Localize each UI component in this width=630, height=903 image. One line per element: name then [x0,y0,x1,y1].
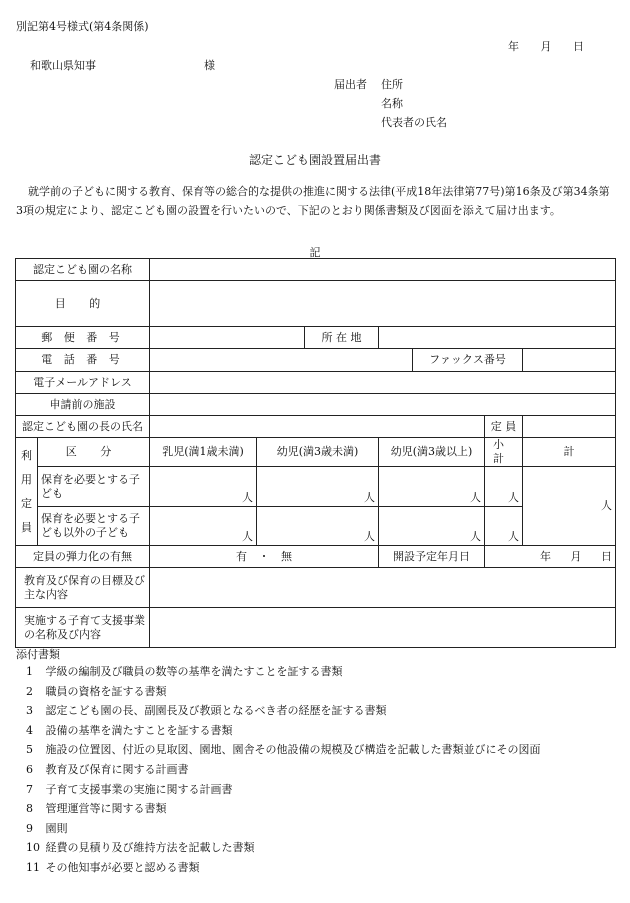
other-children-label: 保育を必要とする子ども以外の子ども [38,507,150,546]
row-need-care [16,467,616,507]
need-care-child-field[interactable]: 人 [379,467,485,507]
fax-label: ファックス番号 [413,349,523,372]
list-item [26,701,541,721]
need-care-subtotal-field[interactable]: 人 [485,467,523,507]
flex-capacity-yes-no[interactable]: 有 ・ 無 [150,546,379,568]
item-number: 5 [26,743,33,757]
row-postal-location [16,327,616,349]
usage-char-4: 員 [21,520,32,534]
item-number: 2 [26,684,33,698]
need-care-label: 保育を必要とする子ども [38,467,150,507]
item-number: 4 [26,723,33,737]
list-item [26,799,541,819]
address-label: 住所 [381,78,403,91]
item-number: 7 [26,782,33,796]
purpose-field[interactable] [150,281,616,327]
other-child-field[interactable]: 人 [379,507,485,546]
other-toddler-field[interactable]: 人 [257,507,379,546]
list-item [26,662,541,682]
notification-form-table [15,258,616,648]
fax-field[interactable] [523,349,616,372]
item-number: 3 [26,704,33,718]
row-phone-fax [16,349,616,372]
toddler-header: 幼児(満3歳未満) [257,438,379,467]
opening-date-field[interactable]: 年 月 日 [485,546,616,568]
row-head-name [16,416,616,438]
list-item [26,819,541,839]
list-item [26,780,541,800]
row-capacity-header [16,438,616,467]
list-item [26,858,541,878]
item-text: 管理運営等に関する書類 [45,802,167,816]
row-education-goals [16,568,616,608]
purpose-label: 目 的 [16,281,150,327]
other-subtotal-field[interactable]: 人 [485,507,523,546]
row-email [16,372,616,394]
other-infant-field[interactable]: 人 [150,507,257,546]
item-number: 10 [26,841,40,855]
usage-char-1: 利 [21,448,32,462]
postal-code-field[interactable] [150,327,305,349]
item-number: 6 [26,762,33,776]
representative-label: 代表者の氏名 [381,116,447,129]
item-number: 9 [26,821,33,835]
usage-capacity-label [16,438,38,546]
category-header: 区 分 [38,438,150,467]
phone-field[interactable] [150,349,413,372]
child-header: 幼児(満3歳以上) [379,438,485,467]
head-name-label: 認定こども園の長の氏名 [16,416,150,438]
item-text: 園則 [45,821,68,835]
location-field[interactable] [379,327,616,349]
document-title: 認定こども園設置届出書 [248,153,381,167]
facility-name-label: 認定こども園の名称 [16,259,150,281]
capacity-field[interactable] [523,416,616,438]
prior-facility-field[interactable] [150,394,616,416]
list-item [26,682,541,702]
form-label: 別記第4号様式(第4条関係) [16,20,149,33]
honorific: 様 [204,59,215,72]
support-programs-label: 実施する子育て支援事業の名称及び内容 [16,608,150,648]
need-care-infant-field[interactable]: 人 [150,467,257,507]
total-field[interactable]: 人 [523,467,616,546]
infant-header: 乳児(満1歳未満) [150,438,257,467]
location-label: 所 在 地 [305,327,379,349]
usage-char-3: 定 [21,496,32,510]
notifier-label: 届出者 [334,78,367,91]
item-text: 教育及び保育に関する計画書 [45,762,189,776]
item-text: 設備の基準を満たすことを証する書類 [45,723,233,737]
name-label: 名称 [381,97,403,110]
list-item [26,760,541,780]
flex-capacity-label: 定員の弾力化の有無 [16,546,150,568]
addressee: 和歌山県知事 [30,59,96,72]
email-label: 電子メールアドレス [16,372,150,394]
email-field[interactable] [150,372,616,394]
item-text: その他知事が必要と認める書類 [45,860,200,874]
row-support-programs [16,608,616,648]
item-text: 経費の見積り及び維持方法を記載した書類 [45,841,255,855]
support-programs-field[interactable] [150,608,616,648]
postal-code-label: 郵 便 番 号 [16,327,150,349]
education-goals-label: 教育及び保育の目標及び主な内容 [16,568,150,608]
usage-char-2: 用 [21,472,32,486]
submission-date: 年 月 日 [508,40,584,53]
list-item [26,740,541,760]
phone-label: 電 話 番 号 [16,349,150,372]
ki-marker: 記 [309,246,321,259]
education-goals-field[interactable] [150,568,616,608]
item-text: 学級の編制及び職員の数等の基準を満たすことを証する書類 [45,665,343,678]
prior-facility-label: 申請前の施設 [16,394,150,416]
need-care-toddler-field[interactable]: 人 [257,467,379,507]
list-item [26,838,541,858]
item-text: 認定こども園の長、副園長及び教頭となるべき者の経歴を証する書類 [45,704,387,718]
item-number: 11 [26,860,40,874]
list-item [26,721,541,741]
item-text: 子育て支援事業の実施に関する計画書 [45,782,233,796]
row-flex-opening [16,546,616,568]
head-name-field[interactable] [150,416,485,438]
row-purpose [16,281,616,327]
item-number: 1 [26,665,33,678]
facility-name-field[interactable] [150,259,616,281]
item-text: 職員の資格を証する書類 [45,684,167,698]
attachments-title: 添付書類 [16,648,60,661]
attachments-list [26,662,541,878]
intro-paragraph: 就学前の子どもに関する教育、保育等の総合的な提供の推進に関する法律(平成18年法律第77号)第16条及び第34条第3項の規定により、認定こども園の設置を行いたいので、下記のとおり関係書類及び図面を添えて届け出ます。 [16,185,610,217]
row-facility-name [16,259,616,281]
item-number: 8 [26,802,33,816]
row-prior-facility [16,394,616,416]
opening-date-label: 開設予定年月日 [379,546,485,568]
total-header: 計 [523,438,616,467]
subtotal-header: 小 計 [485,438,523,467]
capacity-label: 定 員 [485,416,523,438]
item-text: 施設の位置図、付近の見取図、園地、園舎その他設備の規模及び構造を記載した書類並びにその図面 [45,743,541,757]
